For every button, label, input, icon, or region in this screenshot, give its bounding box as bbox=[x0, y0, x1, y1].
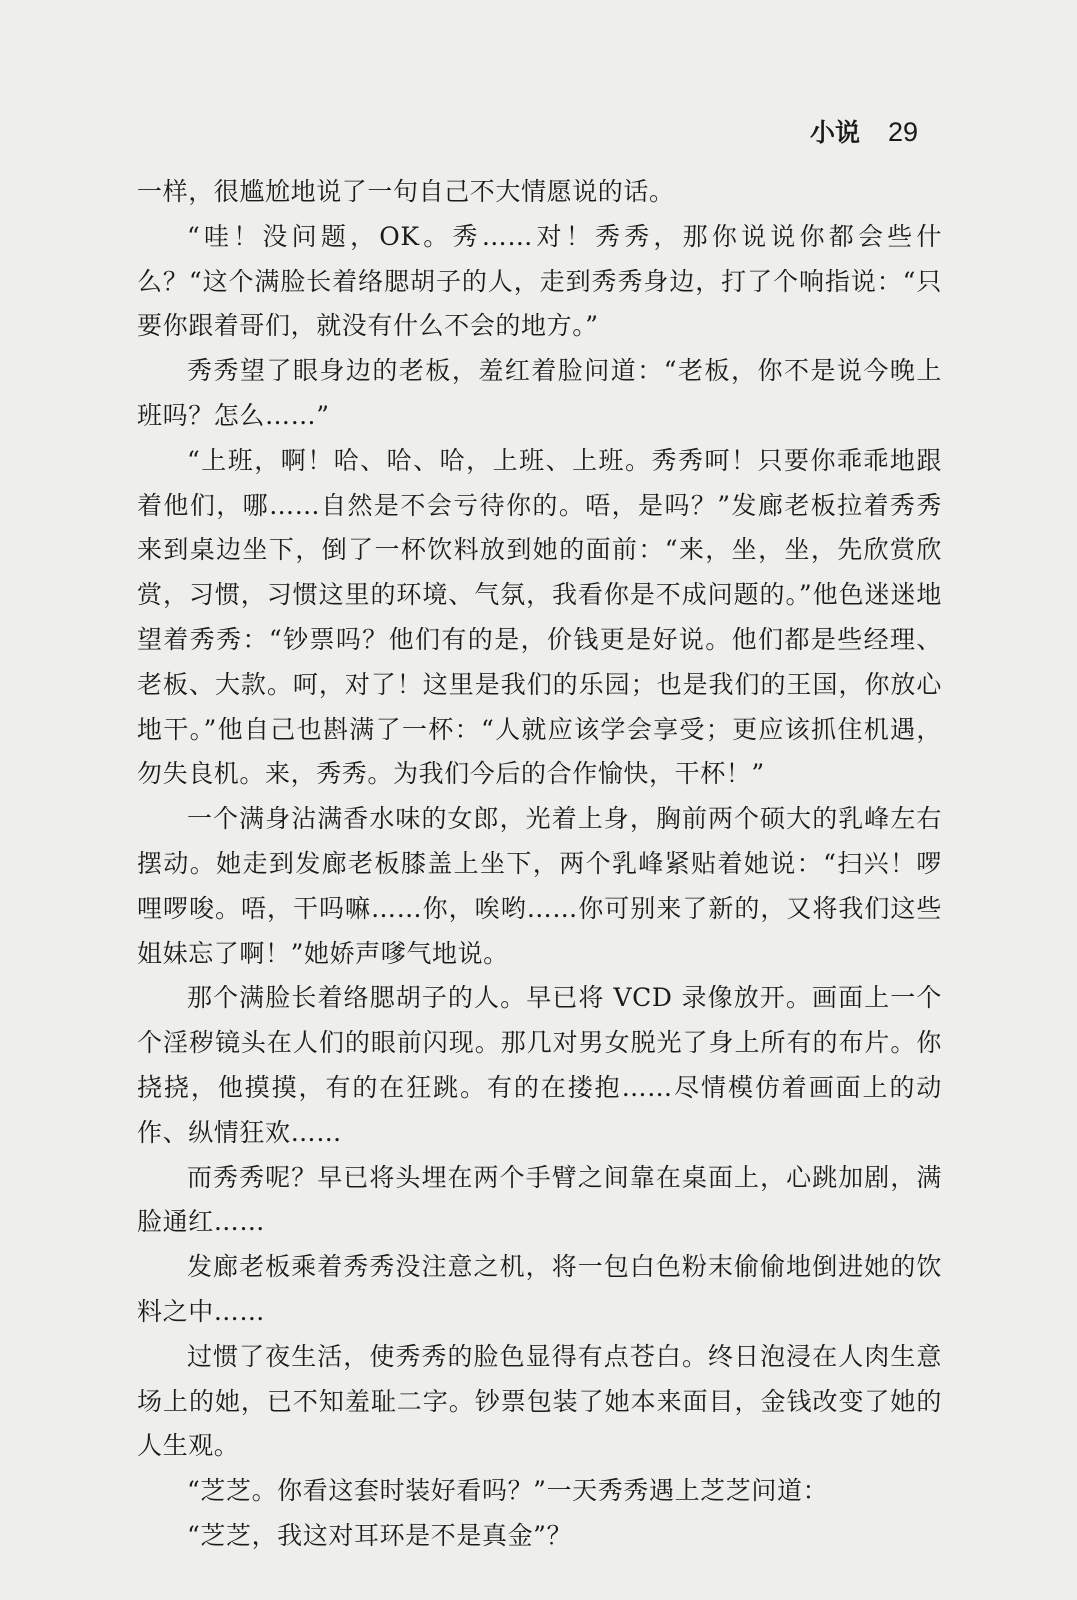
paragraph: “芝芝，我这对耳环是不是真金”？ bbox=[187, 1520, 573, 1550]
paragraph: 一个满身沾满香水味的女郎，光着上身，胸前两个硕大的乳峰左右摆动。她走到发廊老板膝盖上坐下，两个乳峰紧贴着她说：“扫兴！啰哩啰唆。唔，干吗嘛……你，唉哟……你可别来了新的，又将我们这些姐妹忘了啊！”她娇声嗲气地说。 bbox=[137, 804, 942, 968]
paragraph: 过惯了夜生活，使秀秀的脸色显得有点苍白。终日泡浸在人肉生意场上的她，已不知羞耻二字。钞票包装了她本来面目，金钱改变了她的人生观。 bbox=[137, 1341, 942, 1461]
running-header bbox=[810, 115, 918, 150]
paragraph: 发廊老板乘着秀秀没注意之机，将一包白色粉末偷偷地倒进她的饮料之中…… bbox=[137, 1252, 942, 1326]
paragraph-continuation: 一样，很尴尬地说了一句自己不大情愿说的话。 bbox=[137, 177, 675, 206]
page-number: 29 bbox=[888, 117, 919, 147]
paragraph: “上班，啊！哈、哈、哈，上班、上班。秀秀呵！只要你乖乖地跟着他们，哪……自然是不会亏待你的。唔，是吗？”发廊老板拉着秀秀来到桌边坐下，倒了一杯饮料放到她的面前：“来，坐，坐，先欣赏欣赏，习惯，习惯这里的环境、气氛，我看你是不成问题的。”他色迷迷地望着秀秀：“钞票吗？他们有的是，价钱更是好说。他们都是些经理、老板、大款。呵，对了！这里是我们的乐园；也是我们的王国，你放心地干。”他自己也斟满了一杯：“人就应该学会享受；更应该抓住机遇，勿失良机。来，秀秀。为我们今后的合作愉快，干杯！” bbox=[137, 445, 942, 789]
paragraph: 秀秀望了眼身边的老板，羞红着脸问道：“老板，你不是说今晚上班吗？怎么……” bbox=[137, 356, 942, 430]
section-title: 小说 bbox=[810, 118, 861, 147]
paragraph: 那个满脸长着络腮胡子的人。早已将 VCD 录像放开。画面上一个个淫秽镜头在人们的眼前闪现。那几对男女脱光了身上所有的布片。你挠挠，他摸摸，有的在狂跳。有的在搂抱……尽情模仿着画面上的动作、纵情狂欢…… bbox=[137, 983, 942, 1147]
body-text bbox=[137, 170, 942, 1559]
paragraph: “芝芝。你看这套时装好看吗？”一天秀秀遇上芝芝问道： bbox=[187, 1476, 829, 1506]
paragraph: 而秀秀呢？早已将头埋在两个手臂之间靠在桌面上，心跳加剧，满脸通红…… bbox=[137, 1162, 942, 1237]
paragraph: “哇！没问题，OK。秀……对！秀秀，那你说说你都会些什么？“这个满脸长着络腮胡子的人，走到秀秀身边，打了个响指说：“只要你跟着哥们，就没有什么不会的地方。” bbox=[137, 221, 942, 341]
